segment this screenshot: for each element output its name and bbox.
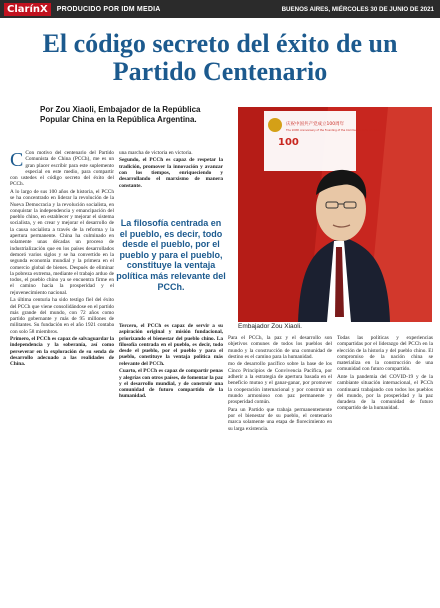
pull-quote: La filosofía centrada en el pueblo, es decir, todo desde el pueblo, por el pueblo y para el pueblo, constituye la ventaja política más relevante del PCCh. [116,218,226,292]
paragraph: A lo largo de sus 100 años de historia, el PCCh se ha concentrado en liderar la revolución de la Nueva Democracia y la revolución socialista, en conquistar la independencia y emancipación del pueblo chino, en establecer y mejorar el sistema socialista, y en crear y mejorar el desarrollo de la causa socialista a través de la reforma y la apertura permanente. China ha culminado en solamente unas décadas un proceso de industrialización que en los países desarrollados demoró varios siglos y se ha convertido en la segunda economía mundial y la primera en el comercio global de bienes. Después de eliminar la pobreza extrema, mediante el trabajo arduo de todos, el pueblo chino ya se encuentra firme en el camino hacia la prosperidad y el rejuvenecimiento nacional. [10,188,114,296]
paragraph: La última centuria ha sido testigo fiel del éxito del PCCh que viene consolidándose en el partido más grande del mundo, con 72 años como partido gobernante y más de 95 millones de militantes. Su fundación en el año 1921 contaba con solo 58 miembros. [10,297,115,335]
paragraph: una marcha de victoria en victoria. [119,150,193,156]
column-1 [10,150,114,605]
byline: Por Zou Xiaoli, Embajador de la República Popular China en la República Argentina. [40,105,201,124]
svg-text:100: 100 [278,137,299,148]
column-4 [337,335,433,605]
photo-caption: Embajador Zou Xiaoli. [238,323,302,330]
column-3 [228,335,332,605]
dropcap: C [10,149,24,171]
paragraph: Todas las políticas y experiencias compartidas por el liderazgo del PCCh en la elección de la historia y del pueblo chino. El compromiso de la nación china se materializa en la construcción de una comunidad con futuro compartido. [337,335,433,373]
banner-english: The 100th Anniversary of the Founding of the Communist Party of China [286,129,380,132]
paragraph: Ante la pandemia del COVID-19 y de la cambiante situación internacional, el PCCh continuará trabajando con todos los pueblos del mundo, por la prosperidad y la paz duradera de la comunidad de futuro compartido de la humanidad. [337,373,433,412]
paragraph: mo de desarrollo pacífico sobre la base de los Cinco Principios de Convivencia Pacífica, por adherir a la estrategia de apertura basada en el beneficio mutuo y el ganar-ganar, por promover la cooperación internacional y por construir un mundo armonioso con paz permanente y prosperidad común. [228,361,332,406]
paragraph-bold: Segundo, el PCCh es capaz de respetar la tradición, promover la innovación y avanzar con los tiempos, enriqueciendo y desarrollando el marxismo de manera constante. [119,157,223,189]
paragraph: Tercero, el PCCh es capaz de servir a su aspiración original y misión fundacional, priorizando el bienestar del pueblo chino. La filosofía centrada en el pueblo, es decir, todo desde el pueblo, por el pueblo y para el pueblo, constituye la ventaja política más relevante del PCCh. [119,323,223,367]
party-emblem-icon [268,118,282,132]
article-title: El código secreto del éxito de un Partido Centenario [42,29,398,86]
lead-paragraph: C Con motivo del centenario del Partido Comunista de China (PCCh), me es un gran placer escribir para este suplemento especial en este medio, para compartir con ustedes el código secreto del éxito del PCCh. [10,149,114,188]
column-2b [119,323,223,605]
top-bar [0,0,440,18]
banner-chinese: 庆祝中国共产党成立100周年 [286,122,345,127]
date-label: BUENOS AIRES, MIÉRCOLES 30 DE JUNIO DE 2021 [281,5,434,13]
ambassador-photo [238,107,432,322]
photo-illustration [238,107,432,322]
producido-label: PRODUCIDO POR IDM MEDIA [56,5,161,13]
paragraph: Para el PCCh, la paz y el desarrollo son objetivos comunes de todos los pueblos del mundo y la construcción de una comunidad de destino es el camino para la humanidad. [228,335,332,360]
column-2 [119,150,223,206]
top-bar-left [4,3,160,16]
clarin-logo[interactable]: ClarínX [4,3,51,16]
paragraph: Para un Partido que trabaja permanentemente por el bienestar de su pueblo, el centenario marca solamente una etapa de florecimiento en su larga existencia. [228,406,332,432]
paragraph-bold: Primero, el PCCh es capaz de salvaguardar la independencia y la soberanía, así como perseverar en la exploración de su senda de desarrollo adecuado a las realidades de China. [10,336,114,368]
paragraph: Cuarto, el PCCh es capaz de compartir penas y alegrías con otros países, de fomentar la paz y el desarrollo mundial, y de construir una comunidad de futuro compartido de la humanidad. [119,368,223,400]
